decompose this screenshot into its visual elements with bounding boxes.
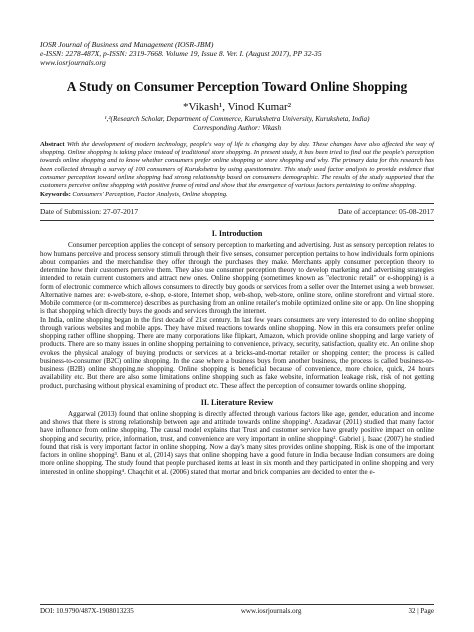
abstract-label: Abstract — [40, 141, 65, 148]
footer-doi: DOI: 10.9790/487X-1908013235 — [40, 607, 134, 615]
author-affiliation: ¹,²(Research Scholar, Department of Commerce, Kurukshetra University, Kuruksheta, India) — [104, 115, 370, 123]
introduction-paragraph-2: In India, online shopping began in the first decade of 21st century. In last few years consumers are very interested to do online shopping through various websites and mobile apps. They have mixed reactions towards online shopping. Now in this era consumers prefer online shopping rather offline shopping. There are many corporations like flipkart, Amazon, which provide online shopping and large variety of products. There are so many issues in online shopping pertaining to convenience, privacy, security, satisfaction, quality etc. An online shop evokes the physical analogy of buying products or services at a bricks-and-mortar retailer or shopping center; the process is called business-to-consumer (B2C) online shopping. In the case where a business buys from another business, the process is called business-to-business (B2B) online shopping.ne shopping. Online shopping is beneficial because of convenience, more choice, quick, 24 hours availability etc. But there are also some limitations online shopping such as fake website, information leakage risk, risk of not getting product, purchasing without physical examining of product etc. These affect the perception of consumer towards online shopping. — [40, 315, 434, 390]
literature-heading: II. Literature Review — [200, 397, 274, 407]
page-footer — [40, 604, 434, 615]
abstract — [40, 141, 434, 190]
journal-website: www.iosrjournals.org — [40, 58, 106, 67]
paper-title: A Study on Consumer Perception Toward Online Shopping — [66, 79, 408, 94]
acceptance-date: Date of acceptance: 05-08-2017 — [338, 207, 434, 217]
corresponding-author: Corresponding Author: Vikash — [192, 124, 282, 132]
paper-authors: *Vikash¹, Vinod Kumar² — [182, 101, 292, 113]
abstract-text: With the development of modern technology, people's way of life is changing day by day. These changes have also affected the way of shopping. Online shopping is taking place instead of traditional store shopping. In present study, it has been tried to find out the people's perception towards online shopping and to know whether consumers prefer online shopping or store shopping and why. The primary data for this research has been collected through a survey of 100 consumers of Kurukshetra by using questionnaire. This study used factor analysis to provide evidence that consumer perception toward online shopping had strong relationship based on consumers demographic. The results of the study supported that the customers perceive online shopping with positive frame of mind and show that the emergence of various factors pertaining to online shopping. — [40, 141, 434, 190]
introduction-heading: I. Introduction — [211, 229, 263, 239]
journal-issn: e-ISSN: 2278-487X, p-ISSN: 2319-7668. Volume 19, Issue 8. Ver. I. (August 2017), PP 32-35 — [40, 49, 322, 58]
divider-top — [40, 203, 434, 204]
footer-page: 32 | Page — [408, 607, 434, 615]
literature-paragraph-1: Aggarwal (2013) found that online shopping is directly affected through various factors like age, gender, education and income and shows that there is strong relationship between age and attitude towards online shopping¹. Azadavar (2011) studied that many factor have influence from online shopping. The causal model explains that Trust and customer service have greatly positive impact on online shopping and security, price, information, trust, and convenience are very important in online shopping². Gabriel j. Isaac (2007) he studied found that risk is very important factor in online shopping. Now a day's many sites provides online shopping. Risk is one of the important factors in online shopping³. Banu et al, (2014) says that online shopping have a good future in India because Indian consumers are doing more online shopping. The study found that people purchased items at least in six month and they participated in online shopping and very interested in online shopping⁴. Chaqchit et al. (2006) stated that mortar and brick companies are decided to enter the e- — [40, 409, 434, 476]
keywords-label: Keywords: — [40, 191, 71, 199]
journal-header — [40, 40, 434, 67]
journal-name: IOSR Journal of Business and Management (IOSR-JBM) — [40, 40, 214, 49]
introduction-paragraph-1: Consumer perception applies the concept of sensory perception to marketing and advertising. Just as sensory perception relates to how humans perceive and process sensory stimuli through their five senses, consumer perception pertains to how individuals form opinions about companies and the merchandise they offer through the purchases they make. Merchants apply consumer perception theory to determine how their customers perceive them. They also use consumer perception theory to develop marketing and advertising strategies intended to retain current customers and attract new ones. Online shopping (sometimes known as "electronic retail" or e-shopping) is a form of electronic commerce which allows consumers to directly buy goods or services from a seller over the Internet using a web browser. Alternative names are: e-web-store, e-shop, e-store, Internet shop, web-shop, web-store, online store, online storefront and virtual store. Mobile commerce (or m-commerce) describes as purchasing from an online retailer's mobile optimized online site or app. On line shopping is that shopping which directly buys the goods and services through the internet. — [40, 241, 434, 316]
keywords — [40, 191, 434, 199]
submission-date: Date of Submission: 27-07-2017 — [40, 207, 139, 217]
dates-row — [40, 207, 434, 216]
footer-site: www.iosrjournals.org — [240, 607, 302, 615]
divider-bottom — [40, 220, 434, 221]
keywords-text: Consumers' Perception, Factor Analysis, Online shopping. — [70, 191, 228, 199]
